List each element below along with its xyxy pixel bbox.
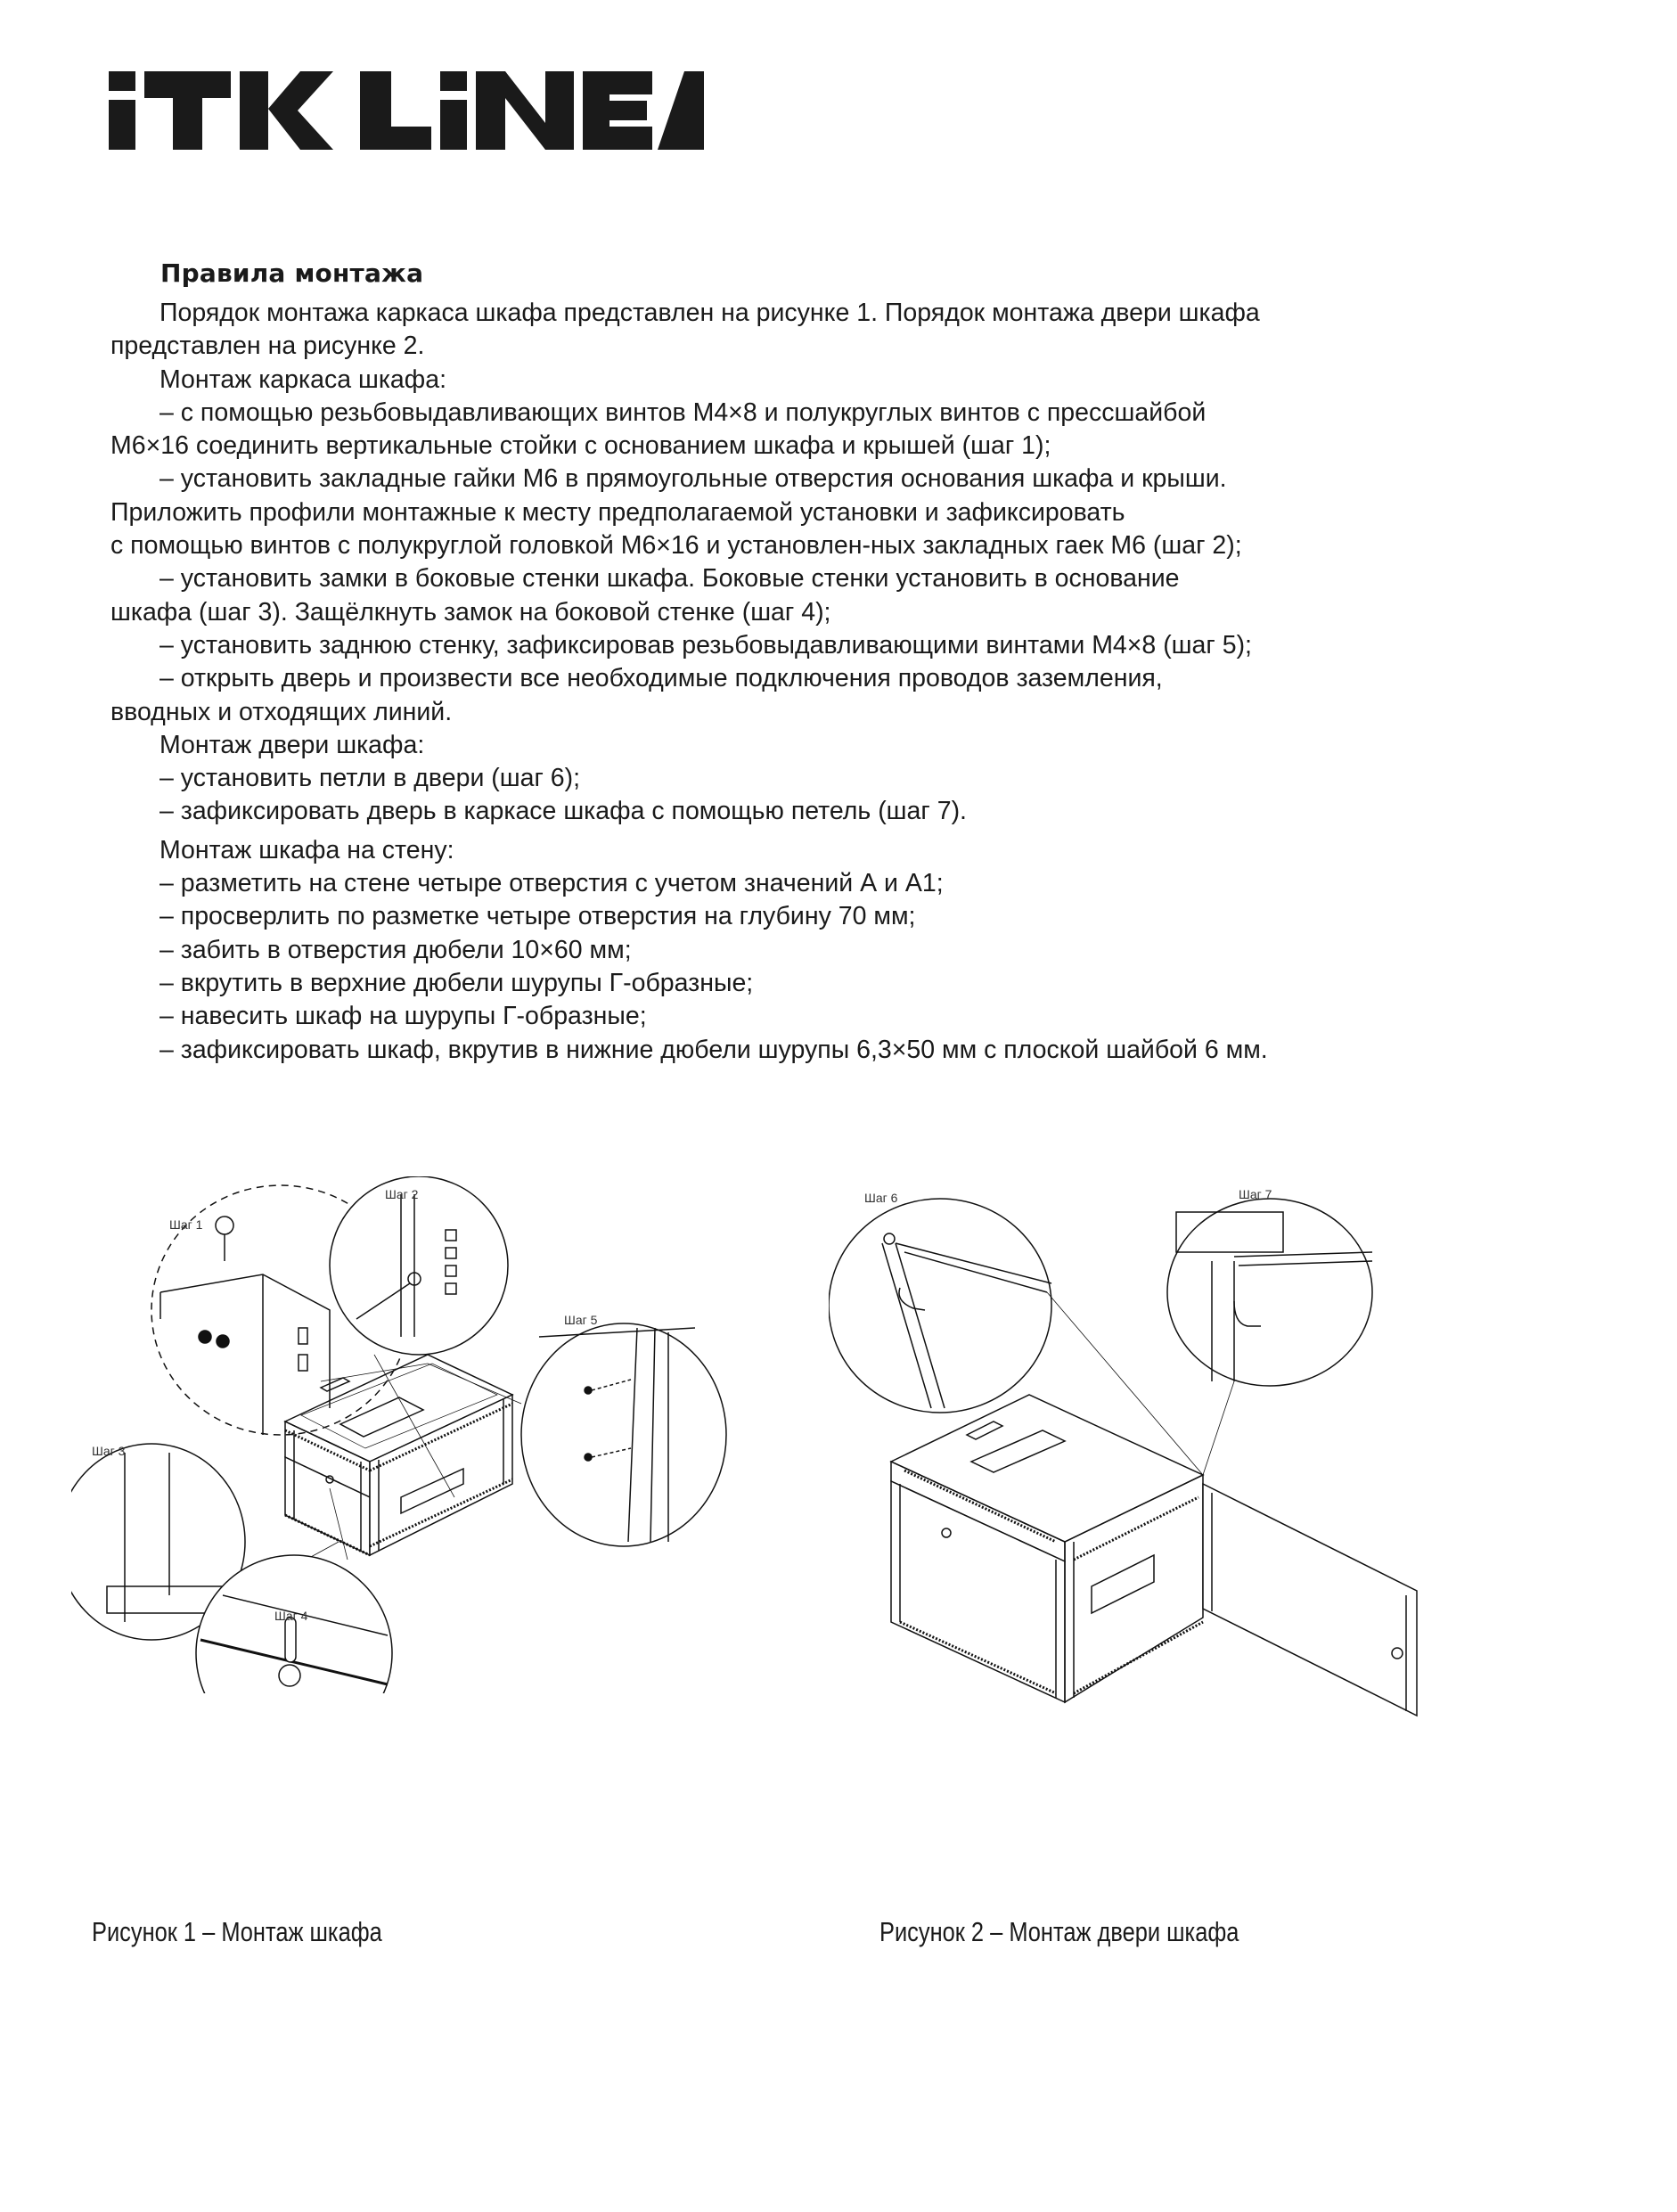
- body-line: – вкрутить в верхние дюбели шурупы Г-образные;: [160, 968, 754, 997]
- body-line: Монтаж каркаса шкафа:: [160, 365, 447, 394]
- figure-2-caption: Рисунок 2 – Монтаж двери шкафа: [879, 1916, 1239, 1947]
- step-7-label: Шаг 7: [1239, 1187, 1272, 1201]
- step-2-label: Шаг 2: [385, 1187, 419, 1201]
- body-line: М6×16 соединить вертикальные стойки с основанием шкафа и крышей (шаг 1);: [110, 431, 1051, 461]
- itk-linea-logo: [109, 71, 706, 150]
- body-line: – установить петли в двери (шаг 6);: [160, 764, 581, 793]
- body-line: Порядок монтажа каркаса шкафа представлен на рисунке 1. Порядок монтажа двери шкафа: [160, 299, 1260, 327]
- step-6-label: Шаг 6: [864, 1191, 898, 1205]
- body-line: Приложить профили монтажные к месту предполагаемой установки и зафиксировать: [110, 497, 1125, 527]
- step-4-label: Шаг 4: [274, 1609, 308, 1623]
- door-assembly-drawing: [829, 1167, 1470, 1791]
- body-line: – навесить шкаф на шурупы Г-образные;: [160, 1002, 647, 1031]
- step-5-label: Шаг 5: [564, 1313, 598, 1327]
- section-heading: Правила монтажа: [160, 258, 424, 288]
- cabinet-with-open-door-drawing: [891, 1395, 1417, 1716]
- body-line: представлен на рисунке 2.: [110, 332, 425, 361]
- body-text: [110, 297, 1411, 1067]
- body-line: – забить в отверстия дюбели 10×60 мм;: [160, 935, 632, 964]
- step-7-detail: [1167, 1199, 1372, 1475]
- body-line: вводных и отходящих линий.: [110, 697, 453, 726]
- cabinet-drawing: [285, 1355, 512, 1555]
- cabinet-assembly-drawing: [71, 1176, 766, 1693]
- body-line: Монтаж двери шкафа:: [160, 730, 425, 759]
- body-line: – установить закладные гайки М6 в прямоугольные отверстия основания шкафа и крыши.: [160, 464, 1227, 494]
- body-line: – установить замки в боковые стенки шкафа. Боковые стенки установить в основание: [160, 564, 1180, 594]
- body-line: Монтаж шкафа на стену:: [160, 835, 454, 864]
- body-line: – разметить на стене четыре отверстия с учетом значений А и А1;: [160, 869, 944, 898]
- body-line: – установить заднюю стенку, зафиксировав резьбовыдавливающими винтами М4×8 (шаг 5);: [160, 630, 1252, 660]
- figure-1-cabinet-assembly: [71, 1176, 766, 1693]
- body-line: – зафиксировать дверь в каркасе шкафа с помощью петель (шаг 7).: [160, 797, 967, 826]
- body-line: – с помощью резьбовыдавливающих винтов М4×8 и полукруглых винтов с прессшайбой: [160, 397, 1207, 427]
- body-line: – открыть дверь и произвести все необходимые подключения проводов заземления,: [160, 664, 1163, 693]
- body-line: – просверлить по разметке четыре отверстия на глубину 70 мм;: [160, 902, 916, 931]
- step-3-label: Шаг 3: [92, 1444, 126, 1458]
- body-line: – зафиксировать шкаф, вкрутив в нижние дюбели шурупы 6,3×50 мм с плоской шайбой 6 мм.: [160, 1035, 1268, 1064]
- body-line: с помощью винтов с полукруглой головкой М6×16 и установлен-ных закладных гаек М6 (шаг 2);: [110, 531, 1242, 561]
- body-line: шкафа (шаг 3). Защёлкнуть замок на боковой стенке (шаг 4);: [110, 597, 831, 627]
- figure-2-door-assembly: [829, 1167, 1470, 1791]
- figure-1-caption: Рисунок 1 – Монтаж шкафа: [92, 1916, 382, 1947]
- step-1-label: Шаг 1: [169, 1217, 203, 1232]
